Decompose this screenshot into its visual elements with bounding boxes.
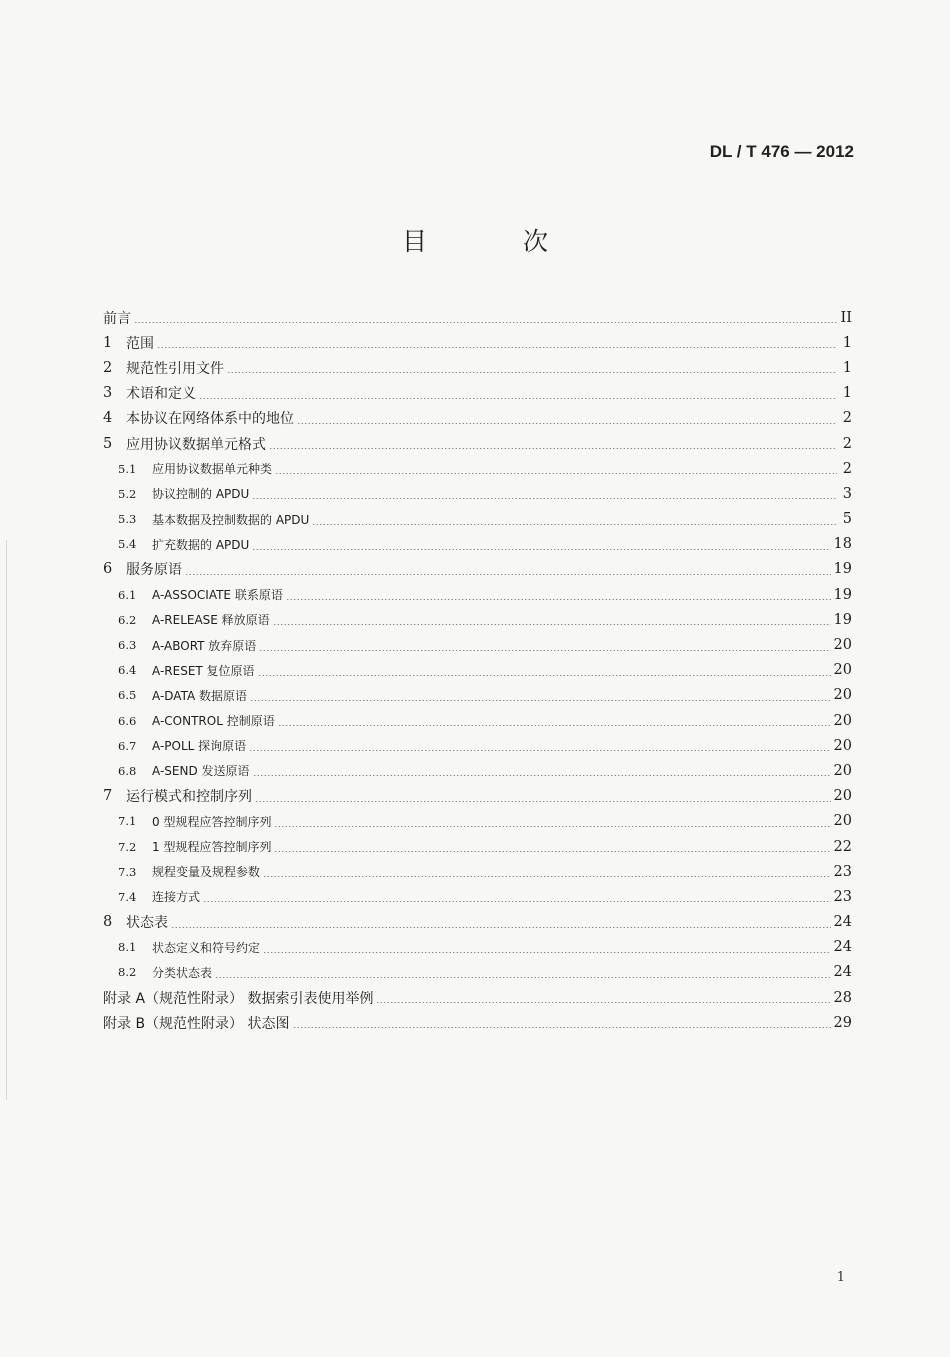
toc-entry-page: 18 [833,536,852,553]
toc-entry-page: 1 [842,334,852,351]
toc-entry-title: A-RESET 复位原语 [152,663,255,678]
toc-entry-title: 分类状态表 [152,965,213,980]
toc-dot-leader [259,650,830,651]
toc-entry-title: A-ABORT 放弃原语 [152,638,257,653]
toc-entry-number: 7 [103,788,113,805]
toc-entry-page: 24 [833,964,852,981]
toc-entry[interactable] [103,632,852,657]
toc-entry[interactable] [103,834,852,859]
toc-dot-leader [250,700,831,701]
toc-dot-leader [134,322,837,323]
toc-entry[interactable] [103,355,852,380]
standard-code: DL / T 476 — 2012 [709,142,854,161]
toc-entry-title: 附录 A（规范性附录） 数据索引表使用举例 [103,990,374,1007]
page-number: 1 [836,1270,845,1285]
toc-dot-leader [269,448,837,449]
toc-entry-number: 5.2 [118,486,137,501]
toc-entry[interactable] [103,557,852,582]
toc-entry-title: 规范性引用文件 [126,360,224,377]
toc-entry[interactable] [103,406,852,431]
toc-dot-leader [293,1027,831,1028]
toc-entry-number: 5 [103,435,113,452]
toc-entry-number: 5.3 [118,512,137,527]
toc-dot-leader [297,423,837,424]
toc-entry[interactable] [103,330,852,355]
toc-entry-title: 范围 [126,335,154,352]
toc-entry-title: 运行模式和控制序列 [126,789,252,806]
toc-entry-title: 协议控制的 APDU [152,487,250,502]
toc-dot-leader [227,372,837,373]
toc-entry[interactable] [103,683,852,708]
toc-entry[interactable] [103,456,852,481]
toc-entry-title: 0 型规程应答控制序列 [152,814,272,829]
toc-dot-leader [252,549,830,550]
toc-entry[interactable] [103,658,852,683]
toc-entry-title: 附录 B（规范性附录） 状态图 [103,1015,290,1032]
toc-entry-number: 6.7 [118,738,137,753]
toc-entry[interactable] [103,607,852,632]
toc-dot-leader [263,876,831,877]
toc-dot-leader [253,775,831,776]
toc-entry[interactable] [103,431,852,456]
toc-dot-leader [286,599,831,600]
toc-entry[interactable] [103,481,852,506]
toc-dot-leader [185,574,831,575]
toc-entry-title: 连接方式 [152,890,201,905]
toc-entry-page: 1 [842,359,852,376]
toc-dot-leader [199,398,837,399]
toc-entry-title: 规程变量及规程参数 [152,865,261,880]
toc-entry-page: 3 [842,485,852,502]
toc-entry-number: 6 [103,561,113,578]
toc-entry[interactable] [103,960,852,985]
toc-entry-number: 6.1 [118,587,137,602]
toc-entry[interactable] [103,532,852,557]
toc-dot-leader [255,801,831,802]
toc-entry-page: 5 [842,511,852,528]
toc-entry[interactable] [103,582,852,607]
toc-entry-page: 20 [833,788,852,805]
toc-entry-page: 2 [842,435,852,452]
toc-entry-page: 20 [833,813,852,830]
toc-entry-page: 2 [842,410,852,427]
toc-entry-title: A-POLL 探询原语 [152,739,247,754]
toc-entry-number: 8 [103,914,113,931]
toc-entry[interactable] [103,809,852,834]
toc-entry[interactable] [103,708,852,733]
toc-entry-number: 5.4 [118,537,137,552]
toc-entry-title: 1 型规程应答控制序列 [152,840,272,855]
toc-entry-number: 6.4 [118,663,137,678]
toc-entry[interactable] [103,507,852,532]
toc-entry-title: A-DATA 数据原语 [152,688,248,703]
toc-entry-number: 6.6 [118,713,137,728]
toc-entry-page: 20 [833,687,852,704]
toc-entry-page: 20 [833,662,852,679]
toc-entry-number: 7.4 [118,889,137,904]
toc-entry-number: 7.3 [118,864,137,879]
toc-entry-title: A-SEND 发送原语 [152,764,250,779]
toc-dot-leader [249,750,830,751]
toc-dot-leader [263,952,831,953]
toc-dot-leader [274,826,830,827]
table-of-contents [103,305,852,1035]
toc-dot-leader [376,1002,830,1003]
toc-entry-title: 前言 [103,310,131,327]
toc-entry-number: 8.1 [118,940,137,955]
toc-dot-leader [157,347,837,348]
toc-entry-number: 5.1 [118,461,137,476]
toc-entry-page: 23 [833,888,852,905]
toc-dot-leader [215,977,831,978]
toc-entry-title: 状态定义和符号约定 [152,940,261,955]
toc-entry-page: 1 [842,385,852,402]
toc-entry-number: 7.1 [118,814,137,829]
toc-entry-number: 6.8 [118,763,137,778]
toc-entry-title: A-ASSOCIATE 联系原语 [152,588,283,603]
toc-entry-number: 7.2 [118,839,137,854]
toc-entry-page: 19 [833,586,852,603]
toc-entry-page: 22 [833,838,852,855]
toc-entry-number: 4 [103,410,113,427]
toc-entry[interactable] [103,381,852,406]
toc-dot-leader [171,927,831,928]
toc-entry-page: 28 [833,989,852,1006]
toc-entry-page: 20 [833,737,852,754]
toc-entry-number: 2 [103,359,113,376]
toc-entry-title: A-RELEASE 释放原语 [152,613,270,628]
toc-entry-page: 23 [833,863,852,880]
toc-dot-leader [274,851,830,852]
toc-entry-title: 术语和定义 [126,386,196,403]
toc-entry-number: 6.3 [118,638,137,653]
toc-dot-leader [258,675,831,676]
toc-entry-title: 应用协议数据单元种类 [152,462,273,477]
toc-dot-leader [273,624,831,625]
scan-edge-mark [6,540,7,1100]
toc-entry-page: 20 [833,637,852,654]
toc-entry[interactable] [103,884,852,909]
toc-entry[interactable] [103,1010,852,1035]
toc-entry[interactable] [103,935,852,960]
toc-entry-title: A-CONTROL 控制原语 [152,714,275,729]
toc-entry[interactable] [103,910,852,935]
toc-entry[interactable] [103,985,852,1010]
toc-dot-leader [252,498,837,499]
toc-entry[interactable] [103,859,852,884]
toc-entry-number: 6.2 [118,612,137,627]
toc-entry[interactable] [103,733,852,758]
toc-entry[interactable] [103,784,852,809]
toc-entry-page: 24 [833,939,852,956]
toc-entry-number: 6.5 [118,688,137,703]
toc-entry[interactable] [103,305,852,330]
toc-entry-page: 20 [833,762,852,779]
toc-entry-page: 24 [833,914,852,931]
toc-entry-page: II [840,309,852,326]
toc-entry-page: 20 [833,712,852,729]
toc-dot-leader [203,901,831,902]
toc-dot-leader [278,725,831,726]
toc-entry-page: 19 [833,561,852,578]
toc-entry-title: 服务原语 [126,562,182,579]
toc-entry-title: 基本数据及控制数据的 APDU [152,512,310,527]
toc-entry-title: 本协议在网络体系中的地位 [126,411,294,428]
toc-entry-number: 3 [103,385,113,402]
page-title: 目 次 [402,227,592,256]
toc-entry[interactable] [103,758,852,783]
toc-dot-leader [312,524,837,525]
toc-entry-page: 29 [833,1014,852,1031]
toc-entry-page: 2 [842,460,852,477]
toc-dot-leader [275,473,837,474]
toc-entry-number: 8.2 [118,965,137,980]
toc-entry-title: 扩充数据的 APDU [152,537,250,552]
toc-entry-title: 状态表 [126,915,168,932]
toc-entry-title: 应用协议数据单元格式 [126,436,266,453]
toc-entry-number: 1 [103,334,113,351]
toc-entry-page: 19 [833,611,852,628]
